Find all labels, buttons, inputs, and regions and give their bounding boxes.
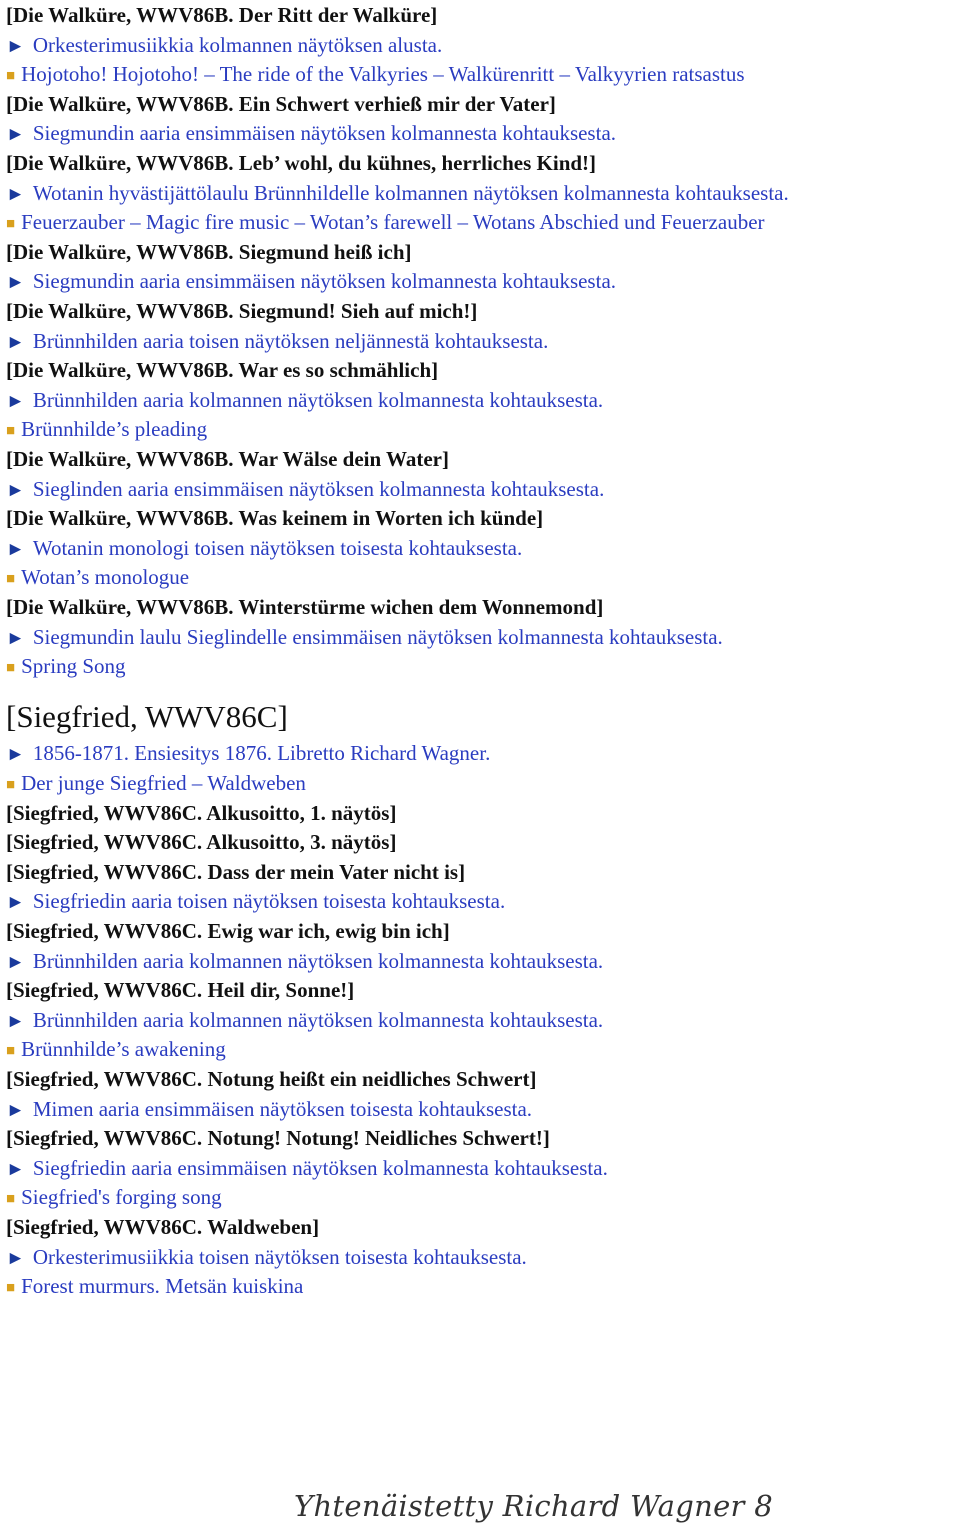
note-text: Feuerzauber – Magic fire music – Wotan’s farewell – Wotans Abschied und Feuerzauber (21, 210, 765, 235)
work-title-name: Notung! Notung! Neidliches Schwert!] (207, 1126, 550, 1151)
note-text: Brünnhilde’s awakening (21, 1037, 226, 1062)
description-line (6, 326, 548, 356)
work-title (6, 148, 596, 178)
description-text: 1856-1871. Ensiesitys 1876. Libretto Richard Wagner. (32, 741, 491, 766)
play-arrow-icon: ► (6, 1010, 25, 1032)
work-title-prefix: [Die Walküre, WWV86B. (6, 299, 239, 323)
play-arrow-icon: ► (6, 538, 25, 560)
square-bullet-icon: ■ (6, 1043, 16, 1060)
description-line (6, 533, 522, 563)
work-title-name: Alkusoitto, 1. näytös] (206, 800, 397, 825)
work-title (6, 1212, 319, 1242)
play-arrow-icon: ► (6, 951, 25, 973)
description-text: Orkesterimusiikkia kolmannen näytöksen alusta. (32, 32, 443, 57)
description-text: Wotanin hyvästijättölaulu Brünnhildelle kolmannen näytöksen kolmannesta kohtauksesta. (32, 180, 789, 205)
work-title-prefix: [Siegfried, WWV86C. (6, 830, 207, 855)
description-line (6, 1094, 532, 1124)
description-line (6, 266, 616, 296)
description-text: Sieglinden aaria ensimmäisen näytöksen kolmannesta kohtauksesta. (32, 476, 605, 501)
work-title (6, 857, 465, 887)
work-title-name: Notung heißt ein neidliches Schwert] (207, 1067, 537, 1091)
work-title-name: War es so schmählich] (238, 358, 439, 383)
work-title-name: Leb’ wohl, du kühnes, herrliches Kind!] (238, 151, 597, 175)
work-title-prefix: [Die Walküre, WWV86B. (6, 447, 239, 471)
note-line (6, 59, 745, 89)
description-line (6, 118, 616, 148)
work-title-name: War Wälse dein Water] (238, 447, 449, 471)
work-title-prefix: [Siegfried, WWV86C. (6, 859, 208, 884)
work-title-prefix: [Die Walküre, WWV86B. (6, 595, 239, 619)
description-text: Orkesterimusiikkia toisen näytöksen toisesta kohtauksesta. (32, 1244, 527, 1269)
work-title (6, 916, 450, 946)
description-line (6, 1242, 527, 1272)
work-title-prefix: [Die Walküre, WWV86B. (6, 91, 239, 116)
work-title-name: Winterstürme wichen dem Wonnemond] (238, 595, 604, 619)
work-title-prefix: [Siegfried, WWV86C. (6, 800, 207, 825)
work-title (6, 503, 543, 533)
description-line (6, 1153, 608, 1183)
play-arrow-icon: ► (6, 183, 25, 205)
description-text: Wotanin monologi toisen näytöksen toisesta kohtauksesta. (32, 535, 523, 560)
work-title-prefix: [Die Walküre, WWV86B. (6, 3, 239, 27)
play-arrow-icon: ► (6, 627, 25, 649)
work-title-name: Alkusoitto, 3. näytös] (206, 830, 397, 855)
page-footer: Yhtenäistetty Richard Wagner 8 (294, 1489, 773, 1523)
description-text: Brünnhilden aaria toisen näytöksen neljännestä kohtauksesta. (32, 328, 549, 353)
play-arrow-icon: ► (6, 124, 25, 146)
work-title (6, 827, 396, 857)
play-arrow-icon: ► (6, 744, 25, 766)
work-title-name: Dass der mein Vater nicht is] (207, 859, 466, 884)
description-line (6, 30, 442, 60)
work-title-prefix: [Siegfried, WWV86C. (6, 1215, 208, 1239)
work-title (6, 355, 438, 385)
work-title-prefix: [Siegfried, WWV86C. (6, 1067, 208, 1091)
work-title (6, 444, 449, 474)
work-title (6, 1064, 536, 1094)
section-heading: [Siegfried, WWV86C] (6, 698, 288, 734)
description-line (6, 946, 603, 976)
work-title-prefix: [Siegfried, WWV86C. (6, 978, 208, 1003)
note-text: Brünnhilde’s pleading (21, 417, 208, 442)
description-line (6, 474, 604, 504)
work-title (6, 296, 477, 326)
play-arrow-icon: ► (6, 892, 25, 914)
play-arrow-icon: ► (6, 331, 25, 353)
work-title (6, 1123, 550, 1153)
work-title (6, 237, 412, 267)
note-text: Spring Song (21, 654, 126, 679)
description-text: Siegfriedin aaria ensimmäisen näytöksen kolmannesta kohtauksesta. (32, 1155, 608, 1180)
work-title-name: Was keinem in Worten ich künde] (238, 506, 544, 531)
description-text: Mimen aaria ensimmäisen näytöksen toisesta kohtauksesta. (32, 1096, 533, 1121)
work-title (6, 975, 354, 1005)
note-text: Der junge Siegfried – Waldweben (21, 771, 306, 795)
description-line (6, 738, 490, 768)
work-title-prefix: [Siegfried, WWV86C. (6, 919, 208, 943)
description-line (6, 178, 789, 208)
work-title (6, 0, 437, 30)
square-bullet-icon: ■ (6, 68, 16, 85)
square-bullet-icon: ■ (6, 1280, 16, 1297)
square-bullet-icon: ■ (6, 571, 16, 588)
description-text: Siegmundin aaria ensimmäisen näytöksen kolmannesta kohtauksesta. (32, 121, 617, 146)
description-line (6, 1005, 603, 1035)
work-title-name: Der Ritt der Walküre] (238, 3, 438, 27)
description-text: Brünnhilden aaria kolmannen näytöksen kolmannesta kohtauksesta. (32, 1007, 604, 1032)
note-text: Forest murmurs. Metsän kuiskina (21, 1274, 304, 1299)
work-title-name: Siegmund heiß ich] (238, 239, 412, 264)
note-text: Wotan’s monologue (21, 565, 190, 590)
note-line (6, 1034, 226, 1064)
note-line (6, 1182, 222, 1212)
play-arrow-icon: ► (6, 479, 25, 501)
description-text: Siegfriedin aaria toisen näytöksen toisesta kohtauksesta. (32, 889, 506, 914)
note-text: Hojotoho! Hojotoho! – The ride of the Valkyries – Walkürenritt – Valkyyrien ratsastus (21, 62, 745, 87)
work-title-name: Heil dir, Sonne!] (207, 978, 355, 1003)
description-text: Brünnhilden aaria kolmannen näytöksen kolmannesta kohtauksesta. (32, 948, 604, 973)
square-bullet-icon: ■ (6, 423, 16, 440)
description-text: Siegmundin laulu Sieglindelle ensimmäisen näytöksen kolmannesta kohtauksesta. (32, 624, 723, 649)
square-bullet-icon: ■ (6, 1191, 16, 1208)
work-title-name: Ewig war ich, ewig bin ich] (207, 919, 450, 943)
work-title (6, 592, 603, 622)
play-arrow-icon: ► (6, 390, 25, 412)
description-text: Brünnhilden aaria kolmannen näytöksen kolmannesta kohtauksesta. (32, 387, 604, 412)
note-line (6, 414, 207, 444)
work-title-name: Siegmund! Sieh auf mich!] (238, 299, 478, 323)
work-title-prefix: [Die Walküre, WWV86B. (6, 358, 239, 383)
play-arrow-icon: ► (6, 35, 25, 57)
play-arrow-icon: ► (6, 1158, 25, 1180)
note-text: Siegfried's forging song (21, 1185, 222, 1210)
play-arrow-icon: ► (6, 1099, 25, 1121)
work-title-prefix: [Die Walküre, WWV86B. (6, 239, 239, 264)
note-line (6, 562, 189, 592)
description-line (6, 385, 603, 415)
square-bullet-icon: ■ (6, 660, 16, 677)
work-title-prefix: [Die Walküre, WWV86B. (6, 151, 239, 175)
work-title-name: Waldweben] (207, 1215, 320, 1239)
square-bullet-icon: ■ (6, 216, 16, 233)
note-line (6, 1271, 303, 1301)
note-line (6, 768, 306, 798)
square-bullet-icon: ■ (6, 777, 16, 793)
description-text: Siegmundin aaria ensimmäisen näytöksen kolmannesta kohtauksesta. (32, 269, 617, 294)
work-title-name: Ein Schwert verhieß mir der Vater] (238, 91, 556, 116)
note-line (6, 651, 126, 681)
description-line (6, 886, 505, 916)
play-arrow-icon: ► (6, 1247, 25, 1269)
work-title (6, 89, 556, 119)
work-title (6, 798, 396, 828)
work-title-prefix: [Siegfried, WWV86C. (6, 1126, 208, 1151)
work-title-prefix: [Die Walküre, WWV86B. (6, 506, 239, 531)
note-line (6, 207, 765, 237)
description-line (6, 622, 723, 652)
play-arrow-icon: ► (6, 272, 25, 294)
